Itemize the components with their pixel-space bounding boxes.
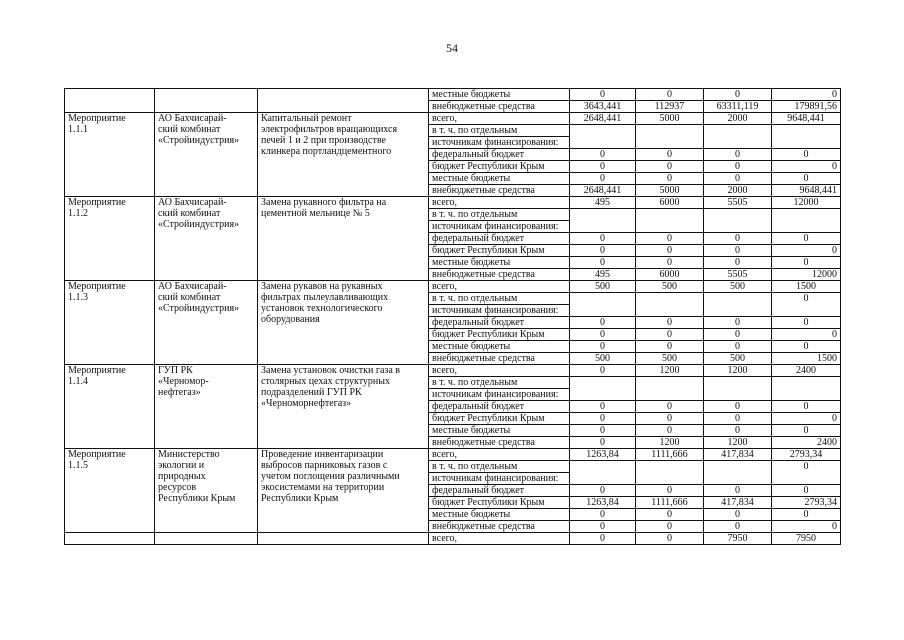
amount-cell: 0 [772, 461, 841, 485]
table-row [65, 449, 841, 461]
amount-cell: 5505 [704, 269, 772, 281]
amount-cell: 0 [570, 161, 636, 173]
cell-line: ский комбинат [158, 292, 221, 303]
amount-cell: 0 [636, 509, 704, 521]
cell-line: установок технологического [261, 303, 383, 314]
amount-cell: 2793,34 [772, 449, 841, 461]
amount-cell: 0 [636, 317, 704, 329]
amount-cell [772, 125, 841, 149]
amount-cell: 0 [636, 413, 704, 425]
cell-line: 1.1.4 [68, 376, 88, 387]
table-row [65, 89, 841, 101]
amount-cell: 495 [570, 269, 636, 281]
amount-cell: 0 [704, 329, 772, 341]
amount-cell: 0 [772, 161, 841, 173]
cell-line: Мероприятие [68, 365, 126, 376]
amount-cell: 0 [636, 521, 704, 533]
cell-line: Республики Крым [158, 493, 236, 504]
amount-cell: 0 [570, 329, 636, 341]
cell-line: природных [158, 471, 206, 482]
funding-source-label: бюджет Республики Крым [429, 497, 570, 509]
cell-line: экосистемами на территории [261, 482, 385, 493]
amount-cell: 0 [570, 317, 636, 329]
amount-cell: 0 [772, 173, 841, 185]
table-row [65, 113, 841, 125]
amount-cell: 0 [636, 341, 704, 353]
funding-source-label: местные бюджеты [429, 173, 570, 185]
measure-description [258, 113, 429, 197]
amount-cell: 0 [570, 437, 636, 449]
cell-line: АО Бахчисарай- [158, 197, 227, 208]
cell-line: ский комбинат [158, 124, 221, 135]
amount-cell: 6000 [636, 197, 704, 209]
cell-line: столярных цехах структурных [261, 376, 391, 387]
cell-line: Замена рукавов на рукавных [261, 281, 383, 292]
amount-cell: 0 [704, 521, 772, 533]
cell-line: «Черномор- [158, 376, 209, 387]
funding-source-label: местные бюджеты [429, 257, 570, 269]
cell-line: Проведение инвентаризации [261, 449, 384, 460]
amount-cell: 0 [570, 485, 636, 497]
amount-cell: 5505 [704, 197, 772, 209]
measure-id [65, 365, 155, 449]
table-row [65, 281, 841, 293]
amount-cell: 1111,666 [636, 449, 704, 461]
amount-cell [570, 125, 636, 149]
amount-cell [570, 377, 636, 401]
amount-cell: 112937 [636, 101, 704, 113]
funding-source-label: источникам финансирования: [429, 305, 570, 317]
amount-cell: 2648,441 [570, 113, 636, 125]
funding-source-label: внебюджетные средства [429, 521, 570, 533]
amount-cell: 417,834 [704, 449, 772, 461]
amount-cell: 0 [704, 161, 772, 173]
measure-description [258, 281, 429, 365]
amount-cell: 0 [772, 89, 841, 101]
amount-cell: 500 [636, 281, 704, 293]
amount-cell: 0 [570, 401, 636, 413]
amount-cell: 0 [704, 401, 772, 413]
funding-table [64, 88, 841, 545]
amount-cell: 0 [704, 317, 772, 329]
funding-source-label: бюджет Республики Крым [429, 245, 570, 257]
cell-line: Мероприятие [68, 281, 126, 292]
measure-id [65, 281, 155, 365]
amount-cell: 0 [636, 233, 704, 245]
amount-cell [636, 377, 704, 401]
amount-cell: 0 [570, 233, 636, 245]
funding-source-label: местные бюджеты [429, 425, 570, 437]
amount-cell: 0 [570, 413, 636, 425]
funding-source-label: в т. ч. по отдельным [429, 293, 570, 305]
funding-source-label: всего, [429, 113, 570, 125]
cell-line: выбросов парниковых газов с [261, 460, 388, 471]
amount-cell [636, 209, 704, 233]
amount-cell [636, 293, 704, 317]
amount-cell: 0 [636, 161, 704, 173]
amount-cell: 0 [772, 401, 841, 413]
amount-cell: 0 [704, 425, 772, 437]
cell-line: ГУП РК [158, 365, 193, 376]
amount-cell: 0 [772, 317, 841, 329]
cell-line: Республики Крым [261, 493, 339, 504]
funding-source-label: федеральный бюджет [429, 233, 570, 245]
funding-source-label: федеральный бюджет [429, 401, 570, 413]
funding-source-label: всего, [429, 365, 570, 377]
amount-cell: 0 [772, 485, 841, 497]
funding-source-label: внебюджетные средства [429, 353, 570, 365]
amount-cell: 1111,666 [636, 497, 704, 509]
funding-source-label: местные бюджеты [429, 509, 570, 521]
amount-cell: 0 [570, 365, 636, 377]
measure-id [65, 449, 155, 533]
amount-cell: 6000 [636, 269, 704, 281]
amount-cell: 1200 [636, 365, 704, 377]
funding-source-label: всего, [429, 533, 570, 545]
funding-source-label: в т. ч. по отдельным [429, 377, 570, 389]
table-row [65, 533, 841, 545]
cell-line: ский комбинат [158, 208, 221, 219]
amount-cell: 0 [704, 485, 772, 497]
amount-cell: 12000 [772, 197, 841, 209]
cell-line: Мероприятие [68, 197, 126, 208]
measure-description [258, 365, 429, 449]
funding-source-label: всего, [429, 197, 570, 209]
amount-cell: 0 [570, 245, 636, 257]
cell-line: ресурсов [158, 482, 197, 493]
amount-cell: 2793,34 [772, 497, 841, 509]
amount-cell: 0 [704, 173, 772, 185]
amount-cell: 0 [704, 89, 772, 101]
amount-cell: 0 [636, 173, 704, 185]
cell-line: АО Бахчисарай- [158, 113, 227, 124]
amount-cell: 2400 [772, 365, 841, 377]
amount-cell: 179891,56 [772, 101, 841, 113]
amount-cell: 1200 [704, 437, 772, 449]
amount-cell: 0 [636, 485, 704, 497]
cell-line: «Черноморнефтегаз» [261, 398, 352, 409]
amount-cell: 0 [772, 329, 841, 341]
funding-source-label: источникам финансирования: [429, 137, 570, 149]
amount-cell: 7950 [772, 533, 841, 545]
amount-cell: 0 [772, 413, 841, 425]
cell-line: 1.1.1 [68, 124, 88, 135]
cell-line: Мероприятие [68, 449, 126, 460]
continuation-executor-cell [155, 89, 258, 113]
cell-line: печей 1 и 2 при производстве [261, 135, 386, 146]
amount-cell [772, 377, 841, 401]
amount-cell: 0 [570, 149, 636, 161]
amount-cell: 0 [772, 521, 841, 533]
amount-cell [704, 461, 772, 485]
amount-cell: 0 [636, 329, 704, 341]
measure-id [65, 113, 155, 197]
amount-cell: 0 [570, 257, 636, 269]
cell-line: подразделений ГУП РК [261, 387, 362, 398]
amount-cell: 0 [570, 425, 636, 437]
funding-source-label: бюджет Республики Крым [429, 329, 570, 341]
amount-cell [704, 209, 772, 233]
amount-cell: 0 [772, 257, 841, 269]
amount-cell [636, 125, 704, 149]
amount-cell: 9648,441 [772, 113, 841, 125]
amount-cell: 7950 [704, 533, 772, 545]
amount-cell: 2648,441 [570, 185, 636, 197]
cell-line: Мероприятие [68, 113, 126, 124]
cell-line: 1.1.3 [68, 292, 88, 303]
cell-line: нефтегаз» [158, 387, 201, 398]
funding-source-label: всего, [429, 281, 570, 293]
amount-cell: 2400 [772, 437, 841, 449]
amount-cell: 0 [704, 341, 772, 353]
measure-description [258, 197, 429, 281]
funding-source-label: местные бюджеты [429, 341, 570, 353]
measure-id [65, 197, 155, 281]
funding-source-label: источникам финансирования: [429, 473, 570, 485]
amount-cell: 12000 [772, 269, 841, 281]
amount-cell: 0 [570, 533, 636, 545]
amount-cell: 5000 [636, 185, 704, 197]
amount-cell [704, 377, 772, 401]
amount-cell: 0 [772, 425, 841, 437]
funding-source-label: федеральный бюджет [429, 485, 570, 497]
cell-line: Капитальный ремонт [261, 113, 352, 124]
amount-cell: 0 [704, 233, 772, 245]
amount-cell [704, 293, 772, 317]
cell-line: Замена установок очистки газа в [261, 365, 401, 376]
amount-cell [570, 461, 636, 485]
funding-source-label: источникам финансирования: [429, 389, 570, 401]
amount-cell: 500 [704, 281, 772, 293]
amount-cell: 0 [704, 257, 772, 269]
amount-cell: 0 [772, 245, 841, 257]
amount-cell: 0 [772, 509, 841, 521]
next-id-cell [65, 533, 155, 545]
amount-cell: 1200 [704, 365, 772, 377]
amount-cell: 0 [636, 149, 704, 161]
funding-source-label: в т. ч. по отдельным [429, 209, 570, 221]
amount-cell: 495 [570, 197, 636, 209]
cell-line: электрофильтров вращающихся [261, 124, 398, 135]
funding-source-label: федеральный бюджет [429, 149, 570, 161]
amount-cell: 1500 [772, 353, 841, 365]
table-row [65, 197, 841, 209]
amount-cell: 0 [772, 341, 841, 353]
amount-cell: 0 [636, 425, 704, 437]
cell-line: «Стройиндустрия» [158, 303, 240, 314]
amount-cell [570, 209, 636, 233]
measure-description [258, 449, 429, 533]
measure-executor [155, 197, 258, 281]
amount-cell: 1500 [772, 281, 841, 293]
amount-cell: 500 [570, 281, 636, 293]
funding-source-label: бюджет Республики Крым [429, 161, 570, 173]
funding-source-label: внебюджетные средства [429, 185, 570, 197]
amount-cell: 0 [570, 509, 636, 521]
amount-cell: 500 [704, 353, 772, 365]
amount-cell: 2000 [704, 185, 772, 197]
amount-cell: 0 [704, 245, 772, 257]
next-description-cell [258, 533, 429, 545]
page-number: 54 [446, 41, 458, 55]
next-executor-cell [155, 533, 258, 545]
cell-line: оборудования [261, 314, 320, 325]
amount-cell: 0 [772, 233, 841, 245]
amount-cell [570, 293, 636, 317]
cell-line: экологии и [158, 460, 205, 471]
cell-line: фильтрах пылеулавливающих [261, 292, 389, 303]
amount-cell [772, 209, 841, 233]
cell-line: «Стройиндустрия» [158, 135, 240, 146]
table-row [65, 365, 841, 377]
measure-executor [155, 449, 258, 533]
funding-source-label: федеральный бюджет [429, 317, 570, 329]
measure-executor [155, 113, 258, 197]
cell-line: цементной мельнице № 5 [261, 208, 370, 219]
funding-source-label: источникам финансирования: [429, 221, 570, 233]
amount-cell: 500 [570, 353, 636, 365]
amount-cell: 0 [704, 509, 772, 521]
amount-cell: 1200 [636, 437, 704, 449]
measure-executor [155, 281, 258, 365]
amount-cell: 1263,84 [570, 449, 636, 461]
measure-executor [155, 365, 258, 449]
amount-cell: 0 [570, 173, 636, 185]
amount-cell: 0 [570, 89, 636, 101]
cell-line: 1.1.5 [68, 460, 88, 471]
continuation-id-cell [65, 89, 155, 113]
amount-cell: 1263,84 [570, 497, 636, 509]
amount-cell: 5000 [636, 113, 704, 125]
amount-cell: 0 [772, 293, 841, 317]
funding-source-label: внебюджетные средства [429, 437, 570, 449]
amount-cell: 2000 [704, 113, 772, 125]
amount-cell: 0 [570, 341, 636, 353]
funding-source-label: внебюджетные средства [429, 101, 570, 113]
amount-cell: 417,834 [704, 497, 772, 509]
cell-line: клинкера портландцементного [261, 146, 392, 157]
cell-line: Министерство [158, 449, 220, 460]
funding-source-label: местные бюджеты [429, 89, 570, 101]
amount-cell: 9648,441 [772, 185, 841, 197]
amount-cell [704, 125, 772, 149]
amount-cell: 3643,441 [570, 101, 636, 113]
amount-cell: 0 [704, 149, 772, 161]
amount-cell: 0 [704, 413, 772, 425]
funding-source-label: внебюджетные средства [429, 269, 570, 281]
amount-cell: 0 [636, 245, 704, 257]
cell-line: АО Бахчисарай- [158, 281, 227, 292]
amount-cell: 63311,119 [704, 101, 772, 113]
amount-cell: 0 [570, 521, 636, 533]
amount-cell: 0 [636, 401, 704, 413]
amount-cell: 500 [636, 353, 704, 365]
funding-source-label: всего, [429, 449, 570, 461]
cell-line: «Стройиндустрия» [158, 219, 240, 230]
amount-cell: 0 [636, 533, 704, 545]
cell-line: Замена рукавного фильтра на [261, 197, 387, 208]
funding-source-label: в т. ч. по отдельным [429, 125, 570, 137]
funding-source-label: в т. ч. по отдельным [429, 461, 570, 473]
amount-cell: 0 [636, 257, 704, 269]
funding-source-label: бюджет Республики Крым [429, 413, 570, 425]
cell-line: учетом поглощения различными [261, 471, 400, 482]
amount-cell: 0 [772, 149, 841, 161]
amount-cell [636, 461, 704, 485]
cell-line: 1.1.2 [68, 208, 88, 219]
amount-cell: 0 [636, 89, 704, 101]
continuation-description-cell [258, 89, 429, 113]
